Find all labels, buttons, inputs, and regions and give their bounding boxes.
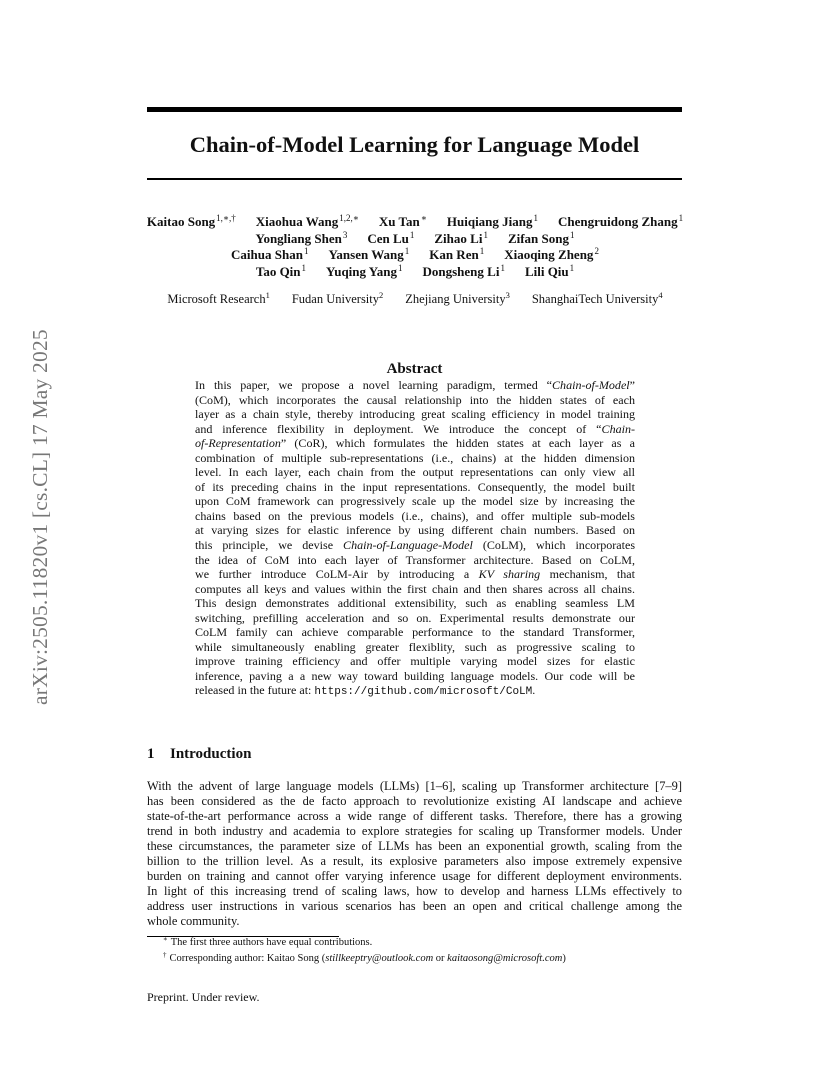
author-name: Tao Qin$^1$ — [255, 262, 307, 279]
author-name: Yansen Wang$^1$ — [328, 246, 410, 262]
text-line: and inference flexibility in deployment. We introduce the concept of “Chain- — [195, 421, 635, 436]
text-line: In this paper, we propose a novel learning paradigm, termed “Chain-of-Model” — [195, 378, 635, 392]
text-line: the idea of CoM into each layer of Transformer architecture. Based on CoLM, — [195, 552, 635, 567]
author-name: Kan Ren$^1$ — [429, 246, 485, 262]
text-line: billion to the trillion level. As a result, its explosive parameters also impose extremely expensive — [147, 854, 682, 869]
author-row — [130, 264, 700, 281]
introduction-body — [147, 779, 682, 929]
text-line: switching, prefilling acceleration and so on. Experimental results demonstrate our — [195, 610, 635, 625]
author-name: Caihua Shan$^1$ — [231, 246, 309, 262]
section-heading-introduction — [147, 746, 251, 763]
text-line: this principle, we devise Chain-of-Language-Model (CoLM), which incorporates — [195, 538, 636, 553]
text-line: level. In each layer, each chain from the output representations can only view all — [195, 465, 635, 480]
affiliation: Microsoft Research$^1$ — [167, 290, 270, 306]
text-line: improve training efficiency and offer multiple varying model sizes for elastic — [195, 654, 635, 669]
paper-title: Chain-of-Model Learning for Language Model — [189, 132, 640, 157]
text-line: CoLM family can achieve comparable performance to the standard Transformer, — [195, 625, 635, 640]
author-name: Xiaohua Wang$^{1,2,∗}$ — [255, 213, 359, 229]
text-line: inference, paving a a new way toward building language models. Our code will be — [195, 668, 635, 683]
affiliation: Fudan University$^2$ — [291, 290, 384, 306]
text-line: This design demonstrates additional extensibility, such as enabling seamless LM — [195, 596, 635, 611]
text-line: With the advent of large language models (LLMs) [1–6], scaling up Transformer architecture [7–9] — [147, 779, 682, 793]
abstract-body — [195, 378, 635, 698]
text-line: trend in both industry and academia to explore strategies for scaling up Transformer models. Under — [147, 824, 682, 839]
section-number: 1 — [147, 746, 155, 762]
title-bottom-rule — [147, 178, 682, 180]
author-list — [130, 214, 700, 280]
author-name: Zihao Li$^1$ — [434, 229, 488, 246]
text-line: has been considered as the de facto approach to revolutionize existing AI landscape and achieve — [147, 794, 682, 809]
author-row — [130, 231, 700, 248]
author-name: Dongsheng Li$^1$ — [422, 262, 505, 279]
text-line: address user instructions in various scenarios has been an open and critical challenge among the — [147, 899, 682, 914]
author-row — [130, 247, 700, 264]
author-name: Cen Lu$^1$ — [367, 229, 415, 246]
author-name: Xu Tan∗ — [378, 213, 427, 229]
text-line: chains based on the previous models (i.e., chains), and offer multiple sub-models — [195, 508, 635, 523]
text-line: In light of this increasing trend of scaling laws, how to develop and harness LLMs effectively to — [147, 884, 682, 899]
author-name: Yongliang Shen$^3$ — [255, 229, 348, 246]
preprint-note: Preprint. Under review. — [147, 990, 260, 1004]
arxiv-identifier: arXiv:2505.11820v1 [cs.CL] 17 May 2025 — [28, 329, 52, 705]
abstract-heading: Abstract — [386, 361, 443, 377]
text-line: whole community. — [147, 914, 240, 929]
text-line: (CoM), which incorporates the causal relationship into the hidden states of each — [195, 392, 635, 407]
text-line: upon CoM framework can progressively scale up the model size by increasing the — [195, 494, 635, 509]
footnote-equal-contribution: ∗ The first three authors have equal contributions. — [163, 935, 373, 948]
author-name: Chengruidong Zhang$^1$ — [558, 213, 684, 229]
text-line: released in the future at: https://github.com/microsoft/CoLM. — [195, 683, 536, 699]
text-line: of-Representation” (CoR), which formulates the hidden states at each layer as a — [195, 436, 635, 451]
text-line: burden on training and cannot offer varying inference usage for different deployment environments. — [147, 869, 682, 884]
text-line: state-of-the-art performance across a wide range of different tasks. Therefore, there has a growing — [147, 809, 682, 824]
affiliation: Zhejiang University$^3$ — [405, 290, 510, 306]
author-name: Lili Qiu$^1$ — [524, 262, 575, 279]
text-line: these circumstances, the parameter size of LLMs has been an exponential growth, scaling from the — [147, 839, 682, 854]
text-line: of its preceding chains in the input representations. Consequently, the model built — [195, 479, 635, 494]
title-top-rule — [147, 107, 682, 112]
text-line: while simultaneously enabling greater flexiblity, such as progressive scaling to — [195, 639, 635, 654]
text-line: computes all keys and values within the first chain and then shares across all chains. — [195, 581, 635, 596]
text-line: we further introduce CoLM-Air by introducing a KV sharing mechanism, that — [195, 567, 635, 582]
author-name: Yuqing Yang$^1$ — [326, 262, 403, 279]
author-name: Huiqiang Jiang$^1$ — [446, 213, 539, 229]
affiliation: ShanghaiTech University$^4$ — [531, 290, 663, 306]
text-line: layer as a chain style, thereby introducing great scaling efficiency in model training — [195, 407, 635, 422]
author-name: Kaitao Song$^{1,∗,\dagger}$ — [146, 213, 236, 229]
text-line: combination of multiple sub-representations (i.e., chains) at the hidden dimension — [195, 450, 635, 465]
text-line: at varying sizes for elastic inference by using different chain numbers. Based on — [195, 523, 635, 538]
section-title: Introduction — [170, 746, 252, 762]
author-row — [130, 214, 700, 231]
footnote-corresponding-author: † Corresponding author: Kaitao Song (stillkeeptry@outlook.com or kaitaosong@microsoft.com) — [163, 951, 566, 964]
affiliation-list — [130, 292, 700, 307]
author-name: Xiaoqing Zheng$^2$ — [504, 246, 599, 262]
author-name: Zifan Song$^1$ — [507, 229, 575, 246]
